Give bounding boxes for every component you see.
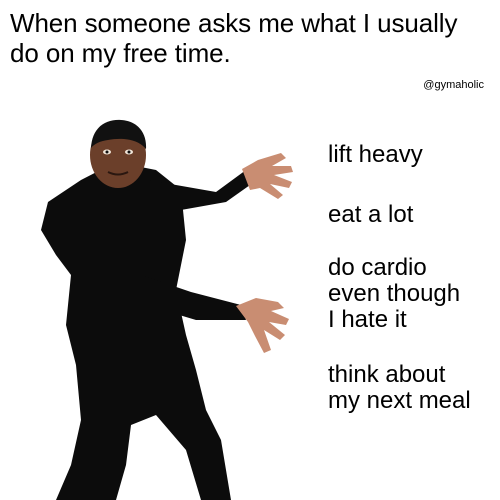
activity-item: think about my next meal	[328, 361, 471, 414]
meme-headline: When someone asks me what I usually do on my free time.	[10, 8, 458, 68]
left-pupil-shape	[106, 151, 109, 154]
activity-item: eat a lot	[328, 201, 414, 228]
right-pupil-shape	[128, 151, 131, 154]
suit-body-shape	[41, 162, 231, 500]
activity-item: lift heavy	[328, 141, 423, 168]
pointing-man-illustration	[36, 110, 306, 500]
credit-handle: @gymaholic	[423, 79, 484, 91]
lower-hand-shape	[236, 298, 289, 353]
activity-item: do cardio even though I hate it	[328, 254, 461, 333]
upper-hand-shape	[242, 153, 293, 199]
